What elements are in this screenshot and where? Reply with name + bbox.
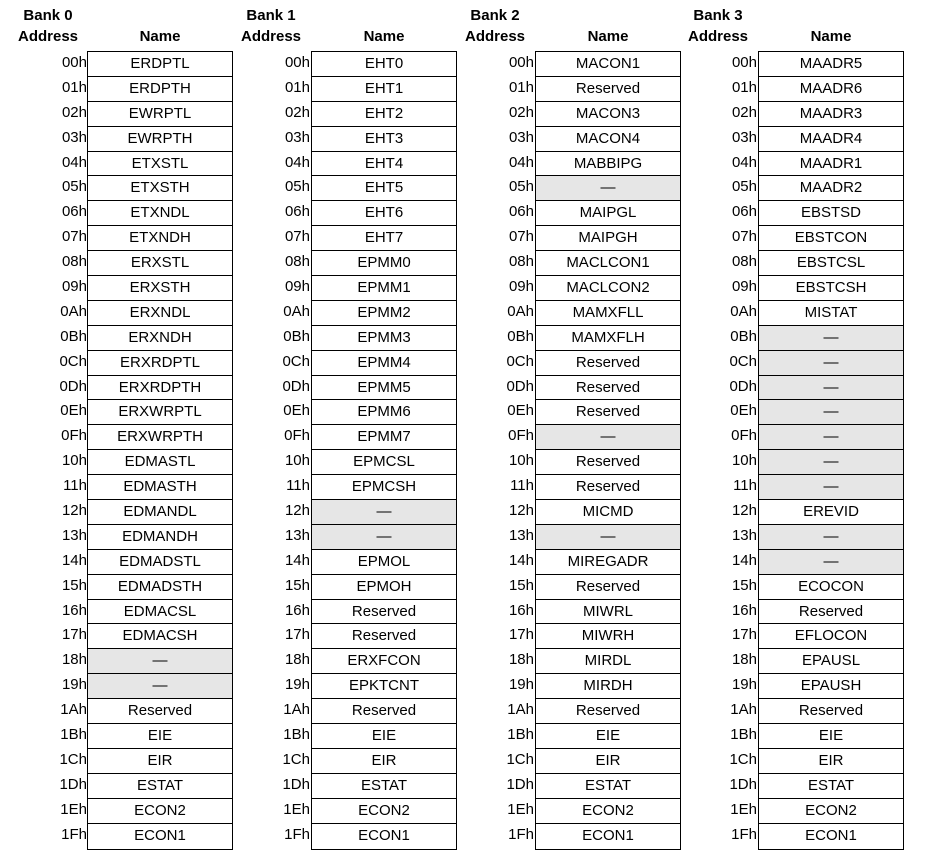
register-address: 16h: [731, 601, 757, 619]
register-address: 04h: [61, 153, 87, 171]
register-address: 1Ch: [282, 750, 310, 768]
register-name: ECOCON: [759, 575, 903, 600]
register-address: 02h: [731, 103, 757, 121]
register-name: EBSTSD: [759, 201, 903, 226]
unimplemented-register: —: [759, 550, 903, 575]
register-address: 14h: [508, 551, 534, 569]
register-address: 1Dh: [59, 775, 87, 793]
register-name: EIE: [536, 724, 680, 749]
register-name: EBSTCSL: [759, 251, 903, 276]
register-name: ERXWRPTH: [88, 425, 232, 450]
register-name: EPMM4: [312, 351, 456, 376]
register-address: 12h: [61, 502, 87, 520]
register-name: EIE: [759, 724, 903, 749]
register-address: 08h: [61, 253, 87, 271]
register-address: 1Bh: [730, 726, 757, 744]
register-name: ERXFCON: [312, 649, 456, 674]
register-name: EIR: [312, 749, 456, 774]
register-name: EPKTCNT: [312, 674, 456, 699]
register-address: 04h: [284, 153, 310, 171]
register-address: 0Dh: [59, 377, 87, 395]
bank-title: Bank 2: [470, 7, 520, 24]
register-name: Reserved: [536, 376, 680, 401]
register-name: ECON1: [358, 826, 410, 844]
register-name: EDMANDL: [88, 500, 232, 525]
register-name: Reserved: [536, 351, 680, 376]
register-address: 03h: [61, 128, 87, 146]
register-name: Reserved: [88, 699, 232, 724]
register-address: 0Fh: [508, 427, 534, 445]
register-name: EPMM5: [312, 376, 456, 401]
register-address: 18h: [508, 651, 534, 669]
unimplemented-register: —: [759, 400, 903, 425]
register-address: 0Fh: [61, 427, 87, 445]
register-address: 15h: [731, 576, 757, 594]
register-address: 17h: [508, 626, 534, 644]
register-name: Reserved: [759, 600, 903, 625]
register-address: 06h: [284, 203, 310, 221]
register-name: MAADR6: [759, 77, 903, 102]
register-address: 03h: [284, 128, 310, 146]
address-header: Address: [464, 28, 526, 45]
register-address: 15h: [61, 576, 87, 594]
register-name: EBSTCON: [759, 226, 903, 251]
register-name: EDMACSH: [88, 624, 232, 649]
register-address: 18h: [284, 651, 310, 669]
register-address: 0Fh: [731, 427, 757, 445]
register-name: EDMADSTL: [88, 550, 232, 575]
unimplemented-register: —: [88, 649, 232, 674]
register-address: 10h: [731, 452, 757, 470]
register-name: ETXSTH: [88, 176, 232, 201]
name-header: Name: [587, 28, 629, 45]
register-name: EPAUSL: [759, 649, 903, 674]
register-address: 08h: [508, 253, 534, 271]
bank-title: Bank 0: [23, 7, 73, 24]
register-address: 0Bh: [507, 327, 534, 345]
register-name: EDMANDH: [88, 525, 232, 550]
register-address: 1Bh: [507, 726, 534, 744]
register-name: Reserved: [536, 475, 680, 500]
register-name: Reserved: [312, 600, 456, 625]
register-address: 1Bh: [60, 726, 87, 744]
register-name: Reserved: [312, 699, 456, 724]
unimplemented-register: —: [759, 351, 903, 376]
register-address: 0Ch: [729, 352, 757, 370]
register-name: MAADR4: [759, 127, 903, 152]
register-name: ERXSTH: [88, 276, 232, 301]
unimplemented-register: —: [759, 525, 903, 550]
register-name: ECON1: [582, 826, 634, 844]
unimplemented-register: —: [759, 326, 903, 351]
register-name: MAIPGL: [536, 201, 680, 226]
register-address: 0Ch: [59, 352, 87, 370]
register-address: 17h: [61, 626, 87, 644]
register-name: EPAUSH: [759, 674, 903, 699]
register-address: 00h: [284, 54, 310, 71]
name-column: [311, 51, 457, 850]
register-name: MICMD: [536, 500, 680, 525]
register-address: 14h: [284, 551, 310, 569]
register-address: 02h: [508, 103, 534, 121]
register-address: 1Ah: [60, 701, 87, 719]
register-address: 16h: [284, 601, 310, 619]
register-name: EIE: [312, 724, 456, 749]
register-address: 1Eh: [283, 800, 310, 818]
register-address: 03h: [731, 128, 757, 146]
unimplemented-register: —: [536, 525, 680, 550]
register-name: EPMM6: [312, 400, 456, 425]
register-address: 1Dh: [282, 775, 310, 793]
register-name: ECON1: [805, 826, 857, 844]
register-address: 16h: [61, 601, 87, 619]
register-name: ECON1: [134, 826, 186, 844]
register-address: 12h: [731, 502, 757, 520]
register-address: 03h: [508, 128, 534, 146]
register-address: 10h: [508, 452, 534, 470]
register-name: ECON2: [759, 799, 903, 824]
register-name: EHT5: [312, 176, 456, 201]
register-name: Reserved: [536, 400, 680, 425]
register-address: 01h: [731, 78, 757, 96]
name-column: [758, 51, 904, 850]
address-header: Address: [240, 28, 302, 45]
register-address: 10h: [61, 452, 87, 470]
register-name: EHT4: [312, 152, 456, 177]
register-name: EDMACSL: [88, 600, 232, 625]
register-address: 14h: [731, 551, 757, 569]
bank-title: Bank 1: [246, 7, 296, 24]
register-name: EIR: [88, 749, 232, 774]
register-name: ERXWRPTL: [88, 400, 232, 425]
address-header: Address: [17, 28, 79, 45]
register-name: MIRDL: [536, 649, 680, 674]
register-name: Reserved: [536, 450, 680, 475]
name-column: [535, 51, 681, 850]
register-address: 02h: [61, 103, 87, 121]
register-name: Reserved: [536, 77, 680, 102]
unimplemented-register: —: [759, 376, 903, 401]
register-address: 05h: [508, 178, 534, 196]
register-name: EHT7: [312, 226, 456, 251]
register-address: 14h: [61, 551, 87, 569]
register-name: ERXNDH: [88, 326, 232, 351]
register-address: 06h: [508, 203, 534, 221]
register-address: 08h: [284, 253, 310, 271]
register-name: EPMM0: [312, 251, 456, 276]
address-column: [678, 51, 760, 848]
register-name: EDMASTL: [88, 450, 232, 475]
unimplemented-register: —: [759, 425, 903, 450]
register-name: EIE: [88, 724, 232, 749]
unimplemented-register: —: [88, 674, 232, 699]
register-address: 0Dh: [282, 377, 310, 395]
register-address: 05h: [61, 178, 87, 196]
register-name: MIWRL: [536, 600, 680, 625]
register-address: 0Bh: [60, 327, 87, 345]
register-name: EHT3: [312, 127, 456, 152]
register-address: 13h: [508, 526, 534, 544]
register-address: 04h: [508, 153, 534, 171]
register-address: 1Eh: [507, 800, 534, 818]
register-address: 1Eh: [60, 800, 87, 818]
register-address: 11h: [510, 477, 534, 495]
register-name: MAMXFLH: [536, 326, 680, 351]
register-address: 1Fh: [731, 825, 757, 843]
register-name: EDMASTH: [88, 475, 232, 500]
register-address: 12h: [508, 502, 534, 520]
register-address: 1Ah: [283, 701, 310, 719]
register-name: EBSTCSH: [759, 276, 903, 301]
register-address: 12h: [284, 502, 310, 520]
register-name: ERXRDPTH: [88, 376, 232, 401]
register-name: MAADR3: [759, 102, 903, 127]
register-name: EPMCSL: [312, 450, 456, 475]
register-name: EWRPTH: [88, 127, 232, 152]
register-address: 05h: [284, 178, 310, 196]
register-address: 1Eh: [730, 800, 757, 818]
unimplemented-register: —: [759, 450, 903, 475]
unimplemented-register: —: [312, 500, 456, 525]
unimplemented-register: —: [312, 525, 456, 550]
register-name: MAMXFLL: [536, 301, 680, 326]
register-name: EDMADSTH: [88, 575, 232, 600]
register-name: ECON2: [536, 799, 680, 824]
register-name: ERXRDPTL: [88, 351, 232, 376]
register-address: 01h: [284, 78, 310, 96]
name-header: Name: [810, 28, 852, 45]
register-name: MIWRH: [536, 624, 680, 649]
register-address: 1Fh: [61, 825, 87, 843]
register-name: EHT0: [312, 52, 456, 77]
register-address: 0Eh: [730, 402, 757, 420]
register-address: 0Eh: [60, 402, 87, 420]
unimplemented-register: —: [536, 176, 680, 201]
register-name: ERDPTH: [88, 77, 232, 102]
register-address: 11h: [63, 477, 87, 495]
register-address: 09h: [61, 278, 87, 296]
register-address: 19h: [284, 676, 310, 694]
register-name: Reserved: [759, 699, 903, 724]
register-name: MACON1: [536, 52, 680, 77]
register-name: ETXNDH: [88, 226, 232, 251]
register-address: 19h: [508, 676, 534, 694]
register-name: Reserved: [536, 699, 680, 724]
register-name: MIRDH: [536, 674, 680, 699]
address-column: [231, 51, 313, 848]
register-address: 1Dh: [729, 775, 757, 793]
register-address: 06h: [731, 203, 757, 221]
register-address: 19h: [61, 676, 87, 694]
register-address: 07h: [284, 228, 310, 246]
register-address: 0Dh: [729, 377, 757, 395]
register-name: ERDPTL: [88, 52, 232, 77]
register-name: EREVID: [759, 500, 903, 525]
register-name: ERXSTL: [88, 251, 232, 276]
register-address: 10h: [284, 452, 310, 470]
register-address: 0Bh: [283, 327, 310, 345]
register-address: 07h: [508, 228, 534, 246]
register-address: 0Ch: [506, 352, 534, 370]
register-name: ESTAT: [536, 774, 680, 799]
register-address: 13h: [284, 526, 310, 544]
register-address: 0Ah: [60, 302, 87, 320]
unimplemented-register: —: [759, 475, 903, 500]
register-name: MAADR5: [759, 52, 903, 77]
register-address: 19h: [731, 676, 757, 694]
register-name: ESTAT: [759, 774, 903, 799]
register-name: MACON4: [536, 127, 680, 152]
address-header: Address: [687, 28, 749, 45]
register-name: MAADR2: [759, 176, 903, 201]
register-name: ESTAT: [312, 774, 456, 799]
register-address: 0Ah: [507, 302, 534, 320]
register-address: 11h: [286, 477, 310, 495]
register-address: 18h: [61, 651, 87, 669]
name-column: [87, 51, 233, 850]
register-name: MACON3: [536, 102, 680, 127]
register-address: 0Ah: [283, 302, 310, 320]
address-column: [455, 51, 537, 848]
address-column: [8, 51, 90, 848]
bank-title: Bank 3: [693, 7, 743, 24]
register-name: MAIPGH: [536, 226, 680, 251]
register-name: EPMOL: [312, 550, 456, 575]
register-address: 00h: [731, 54, 757, 71]
register-name: ETXSTL: [88, 152, 232, 177]
register-name: EIR: [759, 749, 903, 774]
register-name: EPMOH: [312, 575, 456, 600]
register-address: 0Bh: [730, 327, 757, 345]
register-address: 07h: [61, 228, 87, 246]
register-address: 0Dh: [506, 377, 534, 395]
register-address: 09h: [508, 278, 534, 296]
register-name: EHT1: [312, 77, 456, 102]
register-address: 04h: [731, 153, 757, 171]
register-name: EPMM2: [312, 301, 456, 326]
register-name: ESTAT: [88, 774, 232, 799]
register-address: 15h: [284, 576, 310, 594]
unimplemented-register: —: [536, 425, 680, 450]
register-address: 0Ch: [282, 352, 310, 370]
register-address: 09h: [284, 278, 310, 296]
register-address: 1Bh: [283, 726, 310, 744]
name-header: Name: [363, 28, 405, 45]
register-name: ECON2: [88, 799, 232, 824]
register-address: 00h: [508, 54, 534, 71]
register-address: 00h: [61, 54, 87, 71]
register-name: EPMM7: [312, 425, 456, 450]
register-name: EPMCSH: [312, 475, 456, 500]
register-name: EWRPTL: [88, 102, 232, 127]
register-name: MAADR1: [759, 152, 903, 177]
register-address: 01h: [61, 78, 87, 96]
register-address: 1Fh: [284, 825, 310, 843]
register-name: EIR: [536, 749, 680, 774]
register-address: 0Ah: [730, 302, 757, 320]
register-address: 13h: [61, 526, 87, 544]
name-header: Name: [139, 28, 181, 45]
register-name: MACLCON1: [536, 251, 680, 276]
register-address: 1Fh: [508, 825, 534, 843]
register-address: 11h: [733, 477, 757, 495]
register-address: 1Ch: [59, 750, 87, 768]
register-address: 05h: [731, 178, 757, 196]
register-address: 01h: [508, 78, 534, 96]
register-name: EHT6: [312, 201, 456, 226]
register-address: 1Ah: [730, 701, 757, 719]
register-name: Reserved: [312, 624, 456, 649]
register-name: EFLOCON: [759, 624, 903, 649]
register-address: 13h: [731, 526, 757, 544]
register-name: EPMM3: [312, 326, 456, 351]
register-address: 07h: [731, 228, 757, 246]
register-address: 17h: [284, 626, 310, 644]
register-address: 1Dh: [506, 775, 534, 793]
register-address: 08h: [731, 253, 757, 271]
register-name: Reserved: [536, 575, 680, 600]
register-name: MISTAT: [759, 301, 903, 326]
register-address: 15h: [508, 576, 534, 594]
register-address: 02h: [284, 103, 310, 121]
register-address: 1Ch: [729, 750, 757, 768]
register-name: EPMM1: [312, 276, 456, 301]
register-name: MABBIPG: [536, 152, 680, 177]
register-address: 17h: [731, 626, 757, 644]
register-address: 16h: [508, 601, 534, 619]
register-name: ECON2: [312, 799, 456, 824]
register-address: 1Ah: [507, 701, 534, 719]
register-name: MACLCON2: [536, 276, 680, 301]
register-address: 0Fh: [284, 427, 310, 445]
register-name: MIREGADR: [536, 550, 680, 575]
register-address: 06h: [61, 203, 87, 221]
register-address: 1Ch: [506, 750, 534, 768]
register-name: EHT2: [312, 102, 456, 127]
register-name: ERXNDL: [88, 301, 232, 326]
register-address: 09h: [731, 278, 757, 296]
register-address: 18h: [731, 651, 757, 669]
register-name: ETXNDL: [88, 201, 232, 226]
register-address: 0Eh: [507, 402, 534, 420]
register-address: 0Eh: [283, 402, 310, 420]
